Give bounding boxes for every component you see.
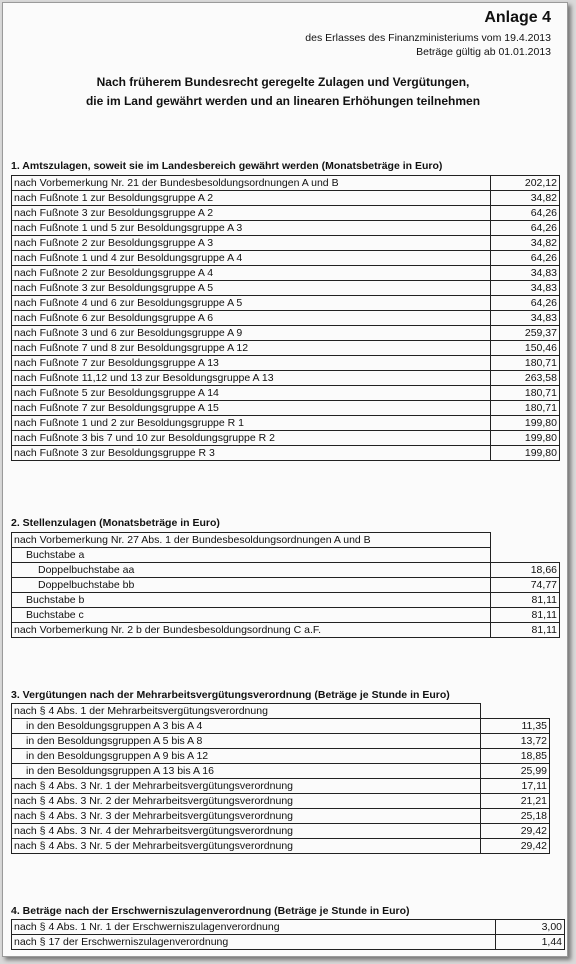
row-label: nach Fußnote 3 zur Besoldungsgruppe R 3	[12, 446, 491, 461]
row-value: 81,11	[491, 608, 560, 623]
table-row	[12, 191, 560, 206]
row-value: 64,26	[491, 221, 560, 236]
row-value: 29,42	[481, 839, 550, 854]
row-value: 34,83	[491, 266, 560, 281]
table-row	[12, 704, 550, 719]
row-label: nach Fußnote 4 und 6 zur Besoldungsgruppe A 5	[12, 296, 491, 311]
table-row	[12, 824, 550, 839]
section-1-table	[11, 175, 560, 461]
row-label: nach Fußnote 11,12 und 13 zur Besoldungsgruppe A 13	[12, 371, 491, 386]
row-label: nach Fußnote 7 zur Besoldungsgruppe A 15	[12, 401, 491, 416]
title-line-2: die im Land gewährt werden und an linearen Erhöhungen teilnehmen	[85, 94, 481, 108]
table-row	[12, 416, 560, 431]
document-title	[23, 73, 543, 111]
row-value: 180,71	[491, 356, 560, 371]
row-label: nach Fußnote 1 und 5 zur Besoldungsgruppe A 3	[12, 221, 491, 236]
table-row	[12, 386, 560, 401]
row-value: 202,12	[491, 176, 560, 191]
row-label: Buchstabe c	[12, 608, 491, 623]
annex-label: Anlage 4	[484, 9, 551, 26]
row-value: 34,83	[491, 311, 560, 326]
row-value: 34,83	[491, 281, 560, 296]
row-value: 150,46	[491, 341, 560, 356]
row-value: 34,82	[491, 191, 560, 206]
row-label: Doppelbuchstabe bb	[12, 578, 491, 593]
table-row	[12, 548, 560, 563]
row-value: 199,80	[491, 431, 560, 446]
row-label: nach Fußnote 3 zur Besoldungsgruppe A 5	[12, 281, 491, 296]
row-label: nach Vorbemerkung Nr. 21 der Bundesbesoldungsordnungen A und B	[12, 176, 491, 191]
table-row	[12, 266, 560, 281]
row-value: 74,77	[491, 578, 560, 593]
table-row	[12, 236, 560, 251]
row-label: in den Besoldungsgruppen A 13 bis A 16	[12, 764, 481, 779]
table-row	[12, 221, 560, 236]
row-value: 21,21	[481, 794, 550, 809]
row-value: 25,18	[481, 809, 550, 824]
row-label: nach § 4 Abs. 1 der Mehrarbeitsvergütungsverordnung	[12, 704, 481, 719]
table-row	[12, 593, 560, 608]
row-value: 18,66	[491, 563, 560, 578]
row-label: nach Fußnote 3 und 6 zur Besoldungsgruppe A 9	[12, 326, 491, 341]
table-row	[12, 326, 560, 341]
section-2-table	[11, 532, 560, 638]
table-row	[12, 578, 560, 593]
row-label: nach Fußnote 1 zur Besoldungsgruppe A 2	[12, 191, 491, 206]
row-label: nach § 4 Abs. 3 Nr. 5 der Mehrarbeitsvergütungsverordnung	[12, 839, 481, 854]
row-label: nach § 4 Abs. 3 Nr. 1 der Mehrarbeitsvergütungsverordnung	[12, 779, 481, 794]
table-row	[12, 311, 560, 326]
table-row	[12, 563, 560, 578]
table-row	[12, 764, 550, 779]
row-label: nach Fußnote 1 und 2 zur Besoldungsgruppe R 1	[12, 416, 491, 431]
row-value: 64,26	[491, 296, 560, 311]
table-row	[12, 839, 550, 854]
table-row	[12, 779, 550, 794]
table-row	[12, 734, 550, 749]
table-row	[12, 251, 560, 266]
row-value	[481, 704, 550, 719]
row-label: nach § 4 Abs. 3 Nr. 4 der Mehrarbeitsvergütungsverordnung	[12, 824, 481, 839]
row-value: 17,11	[481, 779, 550, 794]
decree-reference: des Erlasses des Finanzministeriums vom 19.4.2013	[305, 32, 551, 44]
row-value	[491, 548, 560, 563]
table-row	[12, 935, 565, 950]
row-label: nach Vorbemerkung Nr. 27 Abs. 1 der Bundesbesoldungsordnungen A und B	[12, 533, 491, 548]
row-label: Doppelbuchstabe aa	[12, 563, 491, 578]
table-row	[12, 281, 560, 296]
row-value: 81,11	[491, 623, 560, 638]
row-value: 29,42	[481, 824, 550, 839]
row-label: nach Fußnote 5 zur Besoldungsgruppe A 14	[12, 386, 491, 401]
table-row	[12, 206, 560, 221]
row-label: nach § 17 der Erschwerniszulagenverordnung	[12, 935, 496, 950]
row-value: 199,80	[491, 446, 560, 461]
row-label: nach § 4 Abs. 3 Nr. 3 der Mehrarbeitsvergütungsverordnung	[12, 809, 481, 824]
title-line-1: Nach früherem Bundesrecht geregelte Zulagen und Vergütungen,	[96, 75, 470, 89]
row-value: 64,26	[491, 206, 560, 221]
row-value: 81,11	[491, 593, 560, 608]
table-row	[12, 608, 560, 623]
section-3-heading: 3. Vergütungen nach der Mehrarbeitsvergütungsverordnung (Beträge je Stunde in Euro)	[11, 689, 450, 701]
row-value: 13,72	[481, 734, 550, 749]
row-label: Buchstabe a	[12, 548, 491, 563]
row-label: in den Besoldungsgruppen A 9 bis A 12	[12, 749, 481, 764]
section-2-heading: 2. Stellenzulagen (Monatsbeträge in Euro)	[11, 517, 220, 529]
section-3-table	[11, 703, 550, 854]
table-row	[12, 176, 560, 191]
row-label: nach Vorbemerkung Nr. 2 b der Bundesbesoldungsordnung C a.F.	[12, 623, 491, 638]
row-value: 64,26	[491, 251, 560, 266]
table-row	[12, 533, 560, 548]
table-row	[12, 356, 560, 371]
row-label: nach Fußnote 6 zur Besoldungsgruppe A 6	[12, 311, 491, 326]
row-value: 259,37	[491, 326, 560, 341]
table-row	[12, 623, 560, 638]
row-value: 1,44	[496, 935, 565, 950]
table-row	[12, 371, 560, 386]
row-label: nach Fußnote 2 zur Besoldungsgruppe A 4	[12, 266, 491, 281]
table-row	[12, 431, 560, 446]
row-value: 25,99	[481, 764, 550, 779]
row-value: 180,71	[491, 401, 560, 416]
row-label: nach § 4 Abs. 3 Nr. 2 der Mehrarbeitsvergütungsverordnung	[12, 794, 481, 809]
section-4-heading: 4. Beträge nach der Erschwerniszulagenverordnung (Beträge je Stunde in Euro)	[11, 905, 410, 917]
row-label: in den Besoldungsgruppen A 5 bis A 8	[12, 734, 481, 749]
row-value: 18,85	[481, 749, 550, 764]
table-row	[12, 809, 550, 824]
row-label: nach Fußnote 3 zur Besoldungsgruppe A 2	[12, 206, 491, 221]
row-label: nach Fußnote 7 und 8 zur Besoldungsgruppe A 12	[12, 341, 491, 356]
section-4-table	[11, 919, 565, 950]
row-label: nach Fußnote 3 bis 7 und 10 zur Besoldungsgruppe R 2	[12, 431, 491, 446]
row-value: 263,58	[491, 371, 560, 386]
row-value: 11,35	[481, 719, 550, 734]
section-1-heading: 1. Amtszulagen, soweit sie im Landesbereich gewährt werden (Monatsbeträge in Euro)	[11, 160, 443, 172]
row-value	[491, 533, 560, 548]
row-label: nach Fußnote 7 zur Besoldungsgruppe A 13	[12, 356, 491, 371]
table-row	[12, 920, 565, 935]
row-label: in den Besoldungsgruppen A 3 bis A 4	[12, 719, 481, 734]
row-label: nach Fußnote 2 zur Besoldungsgruppe A 3	[12, 236, 491, 251]
validity-date: Beträge gültig ab 01.01.2013	[416, 46, 551, 58]
row-value: 3,00	[496, 920, 565, 935]
table-row	[12, 749, 550, 764]
row-value: 180,71	[491, 386, 560, 401]
row-label: nach Fußnote 1 und 4 zur Besoldungsgruppe A 4	[12, 251, 491, 266]
table-row	[12, 401, 560, 416]
table-row	[12, 794, 550, 809]
document-page	[2, 2, 568, 957]
row-value: 34,82	[491, 236, 560, 251]
table-row	[12, 341, 560, 356]
row-label: Buchstabe b	[12, 593, 491, 608]
row-value: 199,80	[491, 416, 560, 431]
table-row	[12, 446, 560, 461]
table-row	[12, 296, 560, 311]
table-row	[12, 719, 550, 734]
row-label: nach § 4 Abs. 1 Nr. 1 der Erschwerniszulagenverordnung	[12, 920, 496, 935]
